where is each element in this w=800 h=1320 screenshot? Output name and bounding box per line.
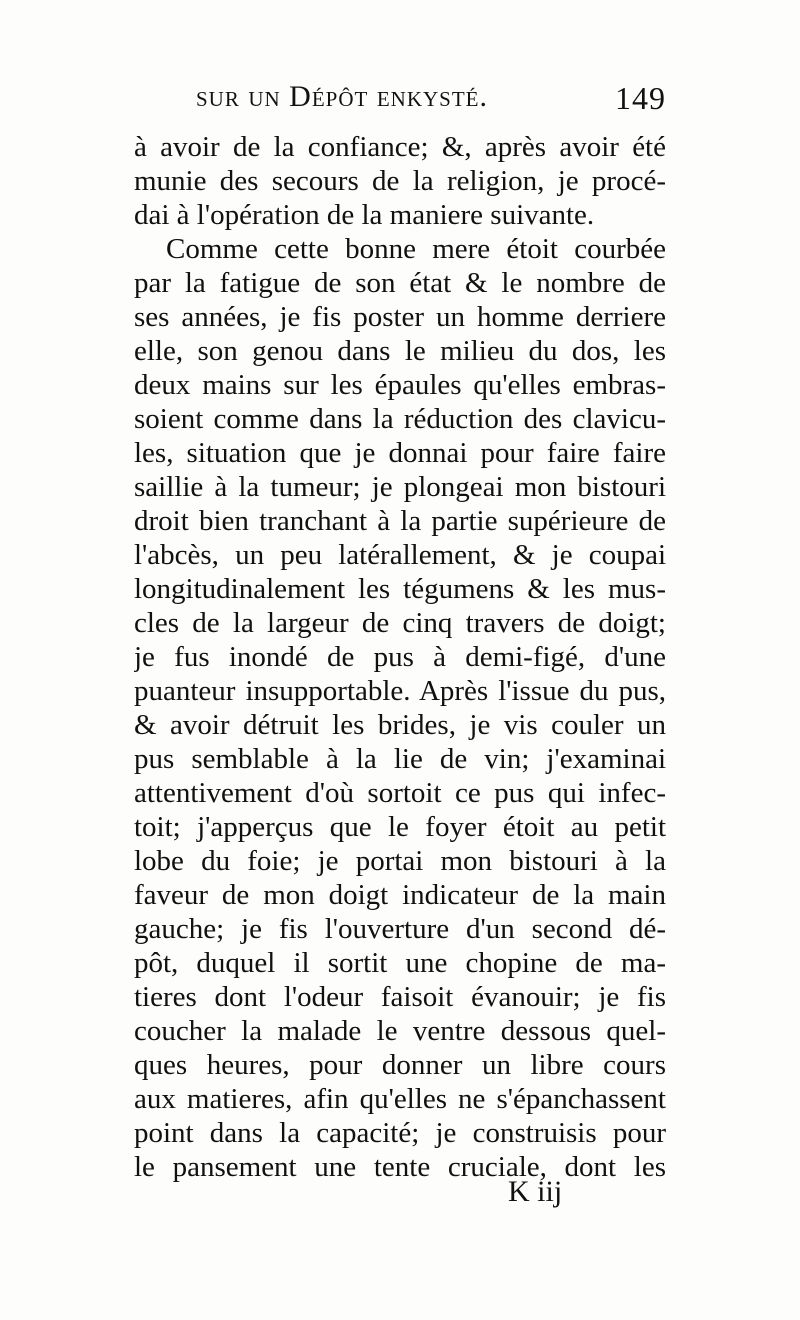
text-line: toit; j'apperçus que le foyer étoit au petit	[134, 811, 666, 843]
text-line: point dans la capacité; je construisis pour	[134, 1117, 666, 1149]
body-text	[134, 130, 666, 1184]
text-line: gauche; je fis l'ouverture d'un second dé-	[134, 913, 666, 945]
text-line: cles de la largeur de cinq travers de doigt;	[134, 607, 666, 639]
text-line: par la fatigue de son état & le nombre de	[134, 267, 666, 299]
text-line: soient comme dans la réduction des clavicu-	[134, 403, 666, 435]
text-line: à avoir de la confiance; &, après avoir été	[134, 131, 666, 163]
paragraph-start-line: Comme cette bonne mere étoit courbée	[166, 233, 666, 265]
text-line: je fus inondé de pus à demi-figé, d'une	[134, 641, 666, 673]
text-line: longitudinalement les tégumens & les mus-	[134, 573, 666, 605]
text-line: pus semblable à la lie de vin; j'examinai	[134, 743, 666, 775]
page-number: 149	[615, 80, 666, 116]
text-line: ques heures, pour donner un libre cours	[134, 1049, 666, 1081]
text-line: puanteur insupportable. Après l'issue du pus,	[134, 675, 666, 707]
signature-mark: K iij	[508, 1175, 563, 1208]
running-head: sur un Dépôt enkysté.	[196, 80, 489, 113]
text-line: droit bien tranchant à la partie supérieure de	[134, 505, 666, 537]
text-line: pôt, duquel il sortit une chopine de ma-	[134, 947, 666, 979]
text-line: l'abcès, un peu latérallement, & je coupai	[134, 539, 666, 571]
text-line: le pansement une tente cruciale, dont les	[134, 1151, 666, 1183]
text-line: & avoir détruit les brides, je vis couler un	[134, 709, 666, 741]
text-line: elle, son genou dans le milieu du dos, les	[134, 335, 666, 367]
text-line: lobe du foie; je portai mon bistouri à la	[134, 845, 666, 877]
text-line: faveur de mon doigt indicateur de la main	[134, 879, 666, 911]
text-line: tieres dont l'odeur faisoit évanouir; je fis	[134, 981, 666, 1013]
text-line: saillie à la tumeur; je plongeai mon bistouri	[134, 471, 666, 503]
text-line: munie des secours de la religion, je procé-	[134, 165, 666, 197]
text-line: coucher la malade le ventre dessous quel-	[134, 1015, 666, 1047]
text-line: ses années, je fis poster un homme derriere	[134, 301, 666, 333]
text-line: dai à l'opération de la maniere suivante.	[134, 199, 595, 231]
text-line: les, situation que je donnai pour faire faire	[134, 437, 666, 469]
text-line: deux mains sur les épaules qu'elles embras-	[134, 369, 666, 401]
text-line: aux matieres, afin qu'elles ne s'épanchassent	[134, 1083, 666, 1115]
page-header	[196, 80, 666, 120]
text-line: attentivement d'où sortoit ce pus qui infec-	[134, 777, 666, 809]
